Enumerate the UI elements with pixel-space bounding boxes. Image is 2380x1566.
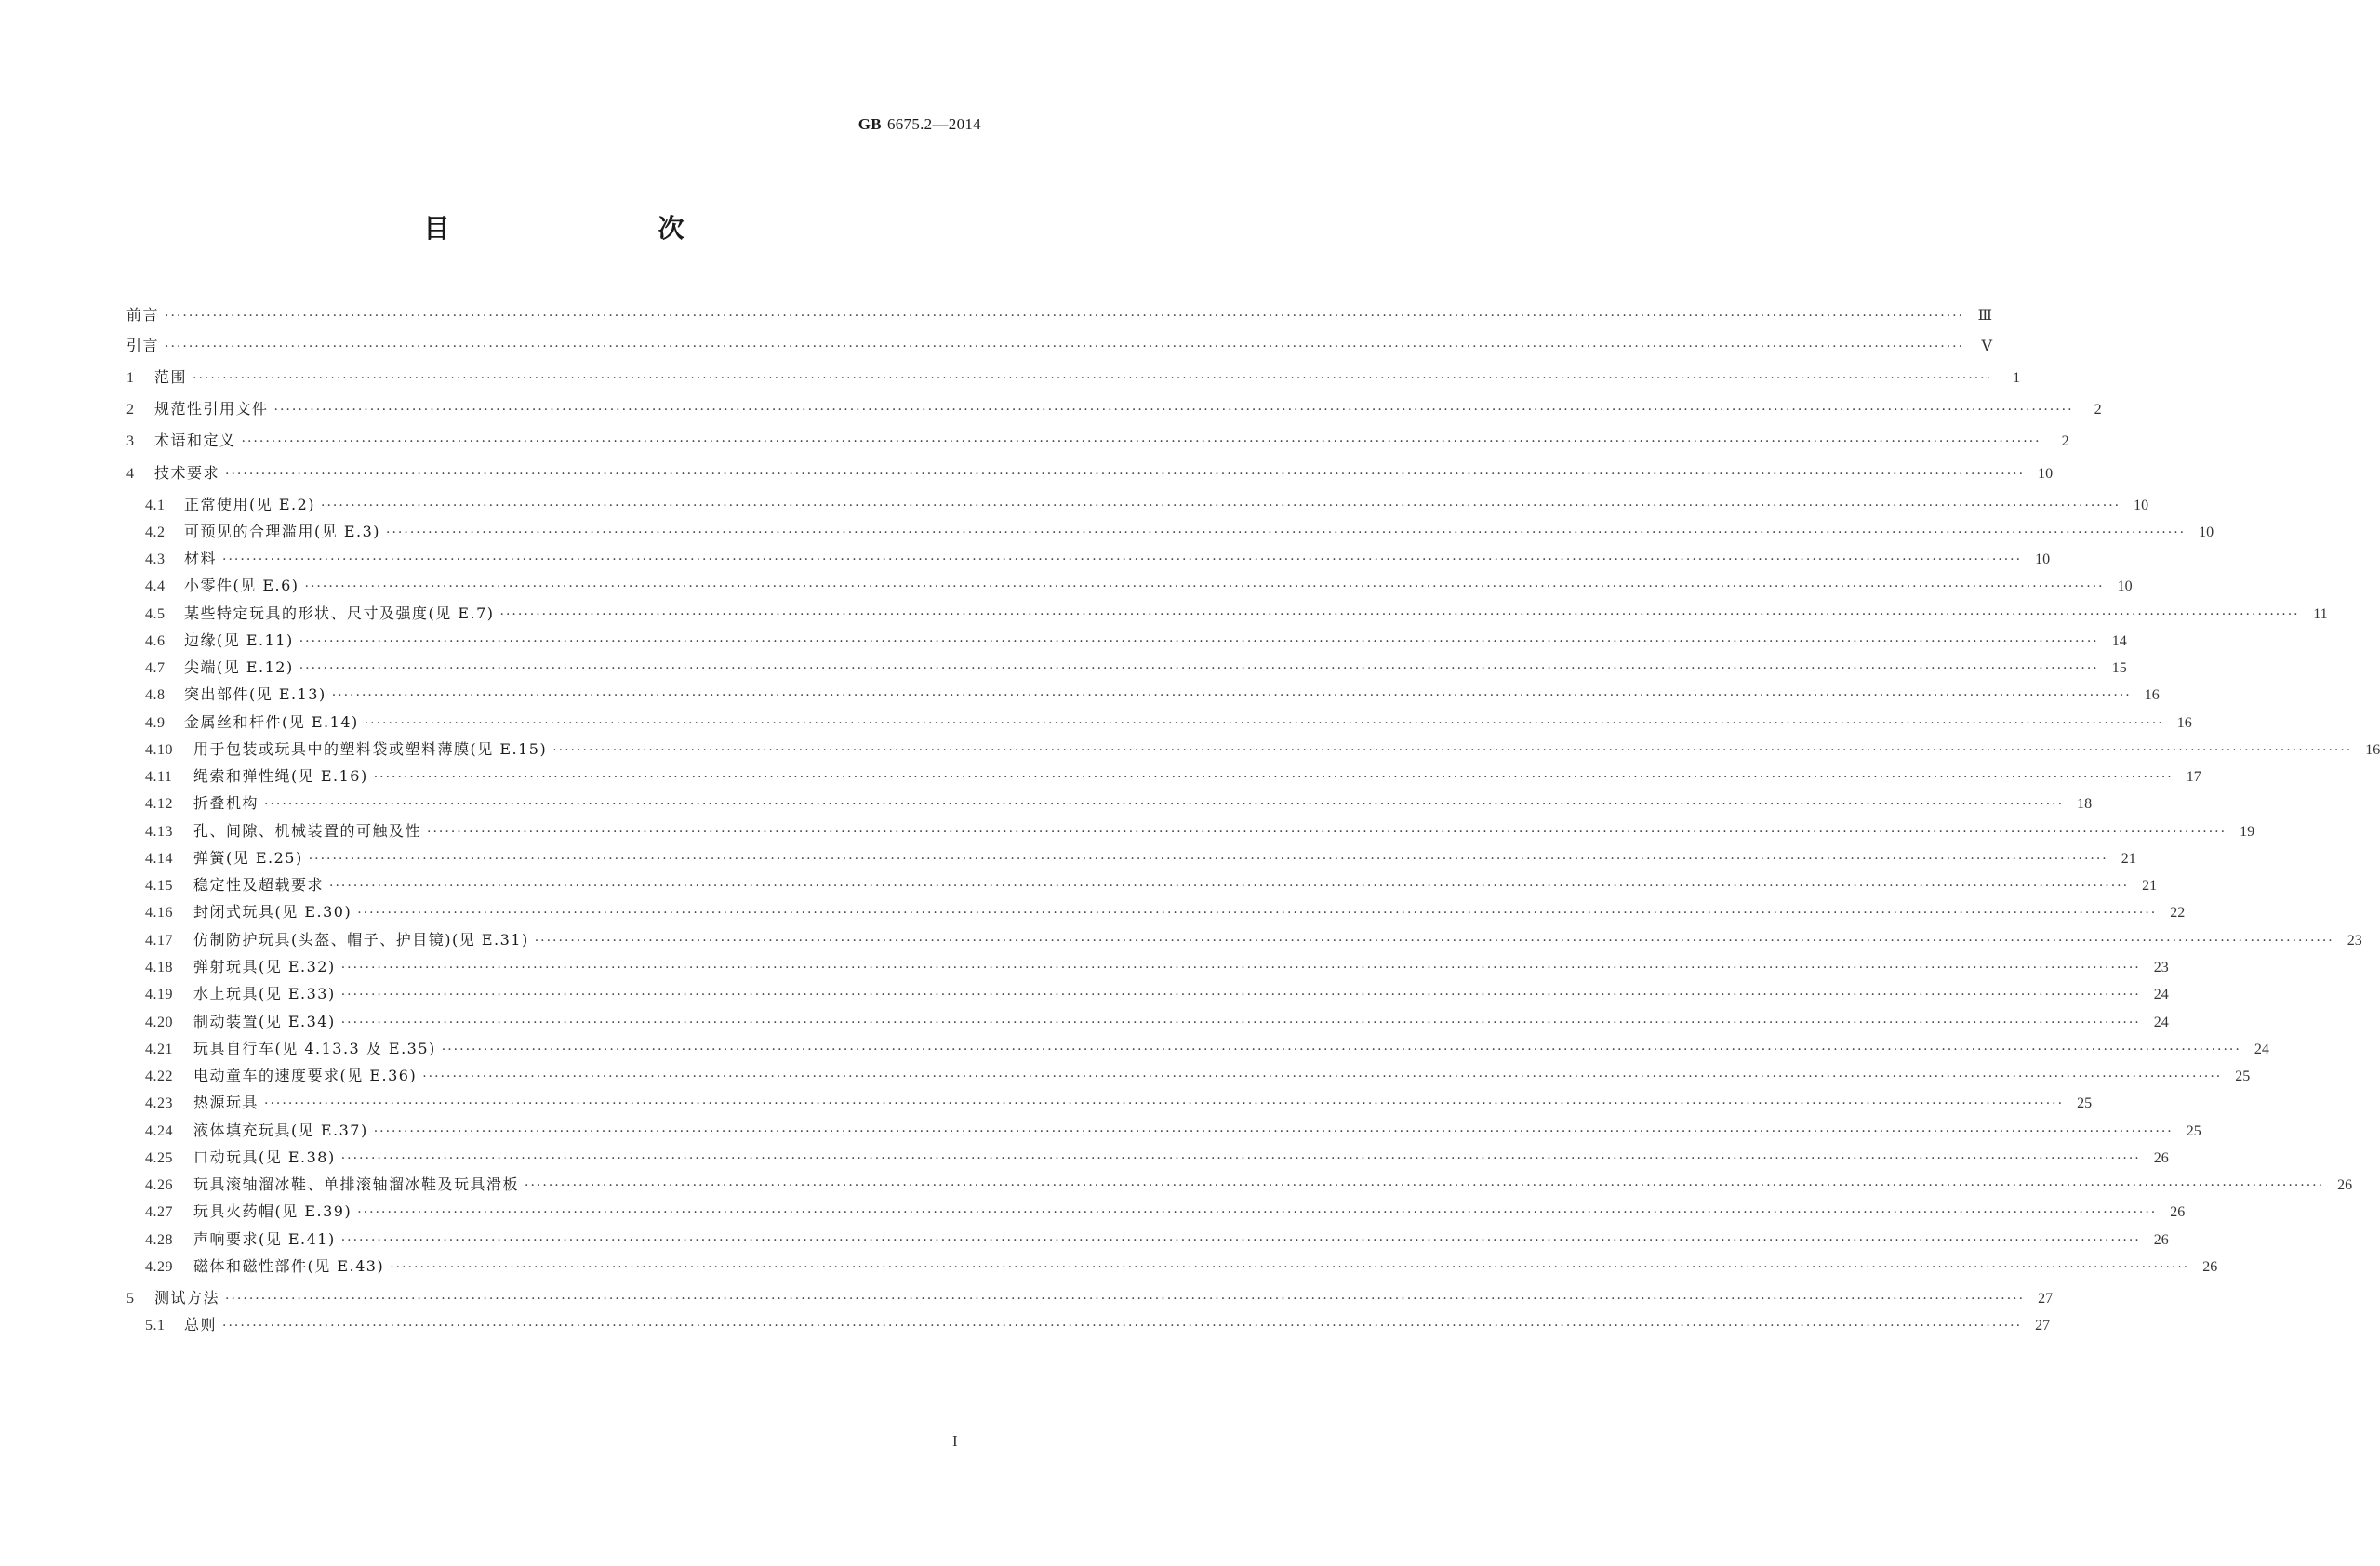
toc-entry-number: 4.19 <box>145 987 173 1002</box>
toc-entry[interactable] <box>126 493 2149 517</box>
toc-entry[interactable] <box>126 1173 2353 1197</box>
toc-entry-number: 4.28 <box>145 1232 173 1248</box>
toc-entry[interactable] <box>126 520 2214 544</box>
toc-leader-dots: ············································································································································································································································································································ <box>340 1151 2141 1166</box>
toc-entry-number: 4.21 <box>145 1042 173 1057</box>
toc-entry-number: 4.24 <box>145 1123 173 1139</box>
toc-entry[interactable] <box>126 955 2169 979</box>
toc-entry-number: 4.10 <box>145 742 173 758</box>
toc-leader-dots: ············································································································································································································································································································ <box>422 1069 2223 1084</box>
toc-entry-page: 26 <box>2202 1259 2218 1275</box>
toc-entry[interactable] <box>126 397 2102 421</box>
toc-entry-page: 10 <box>2117 578 2133 594</box>
toc-entry[interactable] <box>126 737 2380 762</box>
toc-entry-label: 可预见的合理滥用(见 E.3) <box>184 523 381 540</box>
toc-entry-label: 玩具自行车(见 4.13.3 及 E.35) <box>193 1040 436 1057</box>
toc-entry[interactable] <box>126 1119 2201 1143</box>
toc-entry-page: 1 <box>2013 370 2021 386</box>
toc-leader-dots: ············································································································································································································································································································ <box>225 467 2026 482</box>
toc-leader-dots: ············································································································································································································································································································ <box>373 1124 2174 1139</box>
toc-entry-label: 稳定性及超载要求 <box>193 876 325 894</box>
toc-leader-dots: ············································································································································································································································································································ <box>427 825 2227 840</box>
toc-entry-page: 19 <box>2240 824 2255 840</box>
toc-leader-dots: ············································································································································································································································································································ <box>299 661 2099 676</box>
toc-entry[interactable] <box>126 574 2133 598</box>
toc-leader-dots: ············································································································································································································································································································ <box>340 988 2141 1002</box>
toc-leader-dots: ············································································································································································································································································································ <box>225 1292 2026 1307</box>
toc-entry-number: 2 <box>126 402 135 418</box>
toc-entry-page: 11 <box>2313 606 2328 622</box>
toc-entry-label: 声响要求(见 E.41) <box>193 1230 336 1248</box>
toc-entry-label: 范围 <box>154 368 188 386</box>
toc-leader-dots: ············································································································································································································································································································ <box>193 371 1993 386</box>
toc-entry[interactable] <box>126 846 2136 870</box>
toc-entry-label: 技术要求 <box>154 464 220 482</box>
toc-entry-page: 24 <box>2153 987 2169 1002</box>
toc-entry-label: 口动玩具(见 E.38) <box>193 1148 336 1166</box>
toc-entry-number: 4.15 <box>145 878 173 894</box>
toc-entry-label: 玩具滚轴溜冰鞋、单排滚轴溜冰鞋及玩具滑板 <box>193 1175 520 1193</box>
toc-entry-label: 引言 <box>126 337 160 354</box>
toc-entry-page: 27 <box>2035 1318 2051 1334</box>
toc-entry-label: 小零件(见 E.6) <box>184 577 299 594</box>
toc-entry[interactable] <box>126 1091 2093 1115</box>
toc-entry-page: 26 <box>2170 1204 2186 1220</box>
toc-leader-dots: ············································································································································································································································································································ <box>534 934 2334 949</box>
toc-entry-page: 2 <box>2094 402 2102 418</box>
toc-leader-dots: ············································································································································································································································································································ <box>340 1015 2141 1030</box>
standard-code <box>858 115 981 134</box>
toc-leader-dots: ············································································································································································································································································································ <box>299 634 2099 649</box>
toc-leader-dots: ············································································································································································································································································································ <box>364 716 2164 731</box>
toc-entry-label: 仿制防护玩具(头盔、帽子、护目镜)(见 E.31) <box>193 931 529 949</box>
toc-entry-page: 23 <box>2153 960 2169 975</box>
toc-entry-page: 25 <box>2186 1123 2201 1139</box>
toc-entry-number: 4.11 <box>145 769 173 785</box>
toc-entry-number: 4.9 <box>145 715 166 731</box>
toc-entry-number: 4.2 <box>145 524 166 540</box>
toc-entry[interactable] <box>126 656 2127 680</box>
toc-entry[interactable] <box>126 1200 2186 1224</box>
toc-entry-label: 总则 <box>184 1316 218 1334</box>
toc-entry-page: Ⅴ <box>1981 338 1993 354</box>
toc-entry-page: 27 <box>2038 1291 2054 1307</box>
toc-entry-number: 4.7 <box>145 660 166 676</box>
toc-entry-number: 4.29 <box>145 1259 173 1275</box>
toc-entry-label: 封闭式玩具(见 E.30) <box>193 903 352 921</box>
toc-leader-dots: ············································································································································································································································································································ <box>499 607 2300 622</box>
toc-entry-label: 电动童车的速度要求(见 E.36) <box>193 1067 418 1084</box>
toc-leader-dots: ············································································································································································································································································································ <box>357 1205 2158 1220</box>
toc-leader-dots: ············································································································································································································································································································ <box>308 852 2108 867</box>
toc-entry-number: 4.6 <box>145 633 166 649</box>
standard-number: 6675.2—2014 <box>886 115 981 133</box>
toc-entry[interactable] <box>126 365 2021 390</box>
toc-entry-label: 弹射玩具(见 E.32) <box>193 958 336 975</box>
standard-prefix: GB <box>858 115 882 133</box>
toc-entry[interactable] <box>126 429 2069 453</box>
toc-entry-number: 1 <box>126 370 135 386</box>
toc-entry-page: 16 <box>2365 742 2380 758</box>
toc-entry-number: 3 <box>126 433 135 449</box>
toc-entry-label: 前言 <box>126 306 160 324</box>
toc-leader-dots: ············································································································································································································································································································ <box>241 434 2041 449</box>
toc-entry-page: 22 <box>2170 905 2186 921</box>
toc-leader-dots: ············································································································································································································································································································ <box>390 1260 2190 1275</box>
toc-entry[interactable] <box>126 873 2158 897</box>
toc-entry-page: 10 <box>2199 524 2214 540</box>
toc-entry[interactable] <box>126 1286 2054 1310</box>
toc-leader-dots: ············································································································································································································································································································ <box>222 552 2023 567</box>
toc-entry-label: 玩具火药帽(见 E.39) <box>193 1202 352 1220</box>
toc-entry-number: 4.18 <box>145 960 173 975</box>
toc-entry-page: 26 <box>2153 1150 2169 1166</box>
toc-leader-dots: ············································································································································································································································································································ <box>340 961 2141 975</box>
toc-entry-label: 测试方法 <box>154 1289 220 1307</box>
toc-entry[interactable] <box>126 334 1993 358</box>
toc-entry-page: 23 <box>2347 933 2362 949</box>
toc-entry-page: 16 <box>2176 715 2192 731</box>
toc-leader-dots: ············································································································································································································································································································ <box>165 339 1965 354</box>
toc-entry-number: 4.23 <box>145 1095 173 1111</box>
toc-entry-label: 术语和定义 <box>154 431 236 449</box>
toc-entry-number: 4.3 <box>145 551 166 567</box>
toc-entry-number: 5 <box>126 1291 135 1307</box>
toc-entry-number: 4.16 <box>145 905 173 921</box>
toc-leader-dots: ············································································································································································································································································································ <box>304 579 2105 594</box>
toc-entry-number: 4.25 <box>145 1150 173 1166</box>
toc-entry-page: Ⅲ <box>1977 308 1993 324</box>
toc-entry-label: 金属丝和杆件(见 E.14) <box>184 713 359 731</box>
toc-entry[interactable] <box>126 1010 2169 1034</box>
toc-entry-label: 制动装置(见 E.34) <box>193 1013 336 1030</box>
toc-entry-number: 4.27 <box>145 1204 173 1220</box>
toc-entry-page: 15 <box>2111 660 2127 676</box>
toc-entry-label: 磁体和磁性部件(见 E.43) <box>193 1257 385 1275</box>
toc-entry-label: 尖端(见 E.12) <box>184 658 294 676</box>
toc-entry[interactable] <box>126 1146 2169 1170</box>
toc-entry[interactable] <box>126 1037 2269 1061</box>
toc-entry-label: 突出部件(见 E.13) <box>184 685 326 703</box>
toc-entry-label: 材料 <box>184 550 218 567</box>
toc-entry[interactable] <box>126 710 2192 735</box>
toc-entry-label: 规范性引用文件 <box>154 400 269 418</box>
toc-entry[interactable] <box>126 791 2093 816</box>
toc-entry[interactable] <box>126 303 1993 327</box>
toc-leader-dots: ············································································································································································································································································································ <box>321 498 2121 513</box>
toc-entry-number: 5.1 <box>145 1318 166 1334</box>
toc-entry-number: 4.8 <box>145 687 166 703</box>
toc-entry-number: 4.1 <box>145 498 166 513</box>
toc-entry[interactable] <box>126 1254 2218 1279</box>
toc-entry-page: 26 <box>2337 1177 2353 1193</box>
toc-entry[interactable] <box>126 764 2201 789</box>
toc-entry-label: 液体填充玩具(见 E.37) <box>193 1121 368 1139</box>
toc-entry-page: 24 <box>2254 1042 2269 1057</box>
toc-entry[interactable] <box>126 461 2054 485</box>
toc-title: 目 次 <box>423 213 737 244</box>
toc-entry-label: 弹簧(见 E.25) <box>193 849 303 867</box>
toc-entry[interactable] <box>126 819 2255 843</box>
toc-entry-page: 16 <box>2144 687 2160 703</box>
toc-entry-number: 4.12 <box>145 796 173 812</box>
toc-entry-label: 某些特定玩具的形状、尺寸及强度(见 E.7) <box>184 604 495 622</box>
toc-leader-dots: ············································································································································································································································································································ <box>373 770 2174 785</box>
toc-entry-label: 热源玩具 <box>193 1094 259 1111</box>
toc-entry-number: 4.14 <box>145 851 173 867</box>
toc-entry-page: 21 <box>2121 851 2136 867</box>
toc-entry[interactable] <box>126 547 2051 571</box>
toc-leader-dots: ············································································································································································································································································································ <box>357 906 2158 921</box>
toc-leader-dots: ············································································································································································································································································································ <box>386 525 2187 540</box>
toc-entry[interactable] <box>126 602 2328 626</box>
toc-leader-dots: ············································································································································································································································································································ <box>165 309 1965 324</box>
toc-entry-label: 正常使用(见 E.2) <box>184 496 316 513</box>
toc-entry[interactable] <box>126 629 2127 653</box>
toc-entry-number: 4.5 <box>145 606 166 622</box>
toc-leader-dots: ············································································································································································································································································································ <box>525 1178 2325 1193</box>
toc-entry-page: 17 <box>2186 769 2201 785</box>
toc-entry-label: 边缘(见 E.11) <box>184 631 294 649</box>
toc-leader-dots: ············································································································································································································································································································ <box>441 1042 2241 1057</box>
toc-entry-number: 4.26 <box>145 1177 173 1193</box>
toc-leader-dots: ············································································································································································································································································································ <box>273 403 2074 418</box>
toc-entry-number: 4 <box>126 466 135 482</box>
toc-entry-label: 折叠机构 <box>193 794 259 812</box>
toc-entry-number: 4.13 <box>145 824 173 840</box>
page-number: I <box>952 1432 958 1450</box>
toc-entry-number: 4.17 <box>145 933 173 949</box>
toc-entry-page: 10 <box>2038 466 2054 482</box>
toc-entry-page: 18 <box>2077 796 2093 812</box>
toc-entry-page: 21 <box>2142 878 2158 894</box>
toc-entry[interactable] <box>126 1064 2251 1088</box>
toc-entry-page: 10 <box>2134 498 2149 513</box>
toc-leader-dots: ············································································································································································································································································································ <box>264 797 2065 812</box>
toc-leader-dots: ············································································································································································································································································································ <box>264 1096 2065 1111</box>
toc-entry[interactable] <box>126 683 2160 707</box>
toc-leader-dots: ············································································································································································································································································································ <box>340 1233 2141 1248</box>
toc-entry-label: 孔、间隙、机械装置的可触及性 <box>193 822 422 840</box>
toc-entry[interactable] <box>126 928 2362 952</box>
toc-entry[interactable] <box>126 1228 2169 1252</box>
toc-entry[interactable] <box>126 900 2186 924</box>
toc-leader-dots: ············································································································································································································································································································ <box>329 879 2130 894</box>
toc-entry[interactable] <box>126 1313 2051 1337</box>
toc-entry-number: 4.4 <box>145 578 166 594</box>
toc-leader-dots: ············································································································································································································································································································ <box>222 1319 2023 1334</box>
toc-entry-page: 10 <box>2035 551 2051 567</box>
toc-entry-page: 25 <box>2077 1095 2093 1111</box>
toc-entry-page: 25 <box>2235 1068 2251 1084</box>
toc-entry-number: 4.20 <box>145 1015 173 1030</box>
toc-entry-page: 2 <box>2061 433 2069 449</box>
toc-entry-page: 26 <box>2153 1232 2169 1248</box>
toc-entry-label: 水上玩具(见 E.33) <box>193 985 336 1002</box>
toc-entry-page: 14 <box>2111 633 2127 649</box>
toc-leader-dots: ············································································································································································································································································································ <box>552 743 2353 758</box>
toc-leader-dots: ············································································································································································································································································································ <box>331 688 2132 703</box>
toc-entry-label: 绳索和弹性绳(见 E.16) <box>193 767 368 785</box>
toc-entry[interactable] <box>126 982 2169 1006</box>
toc-entry-number: 4.22 <box>145 1068 173 1084</box>
toc-entry-page: 24 <box>2153 1015 2169 1030</box>
toc-entry-label: 用于包装或玩具中的塑料袋或塑料薄膜(见 E.15) <box>193 740 548 758</box>
